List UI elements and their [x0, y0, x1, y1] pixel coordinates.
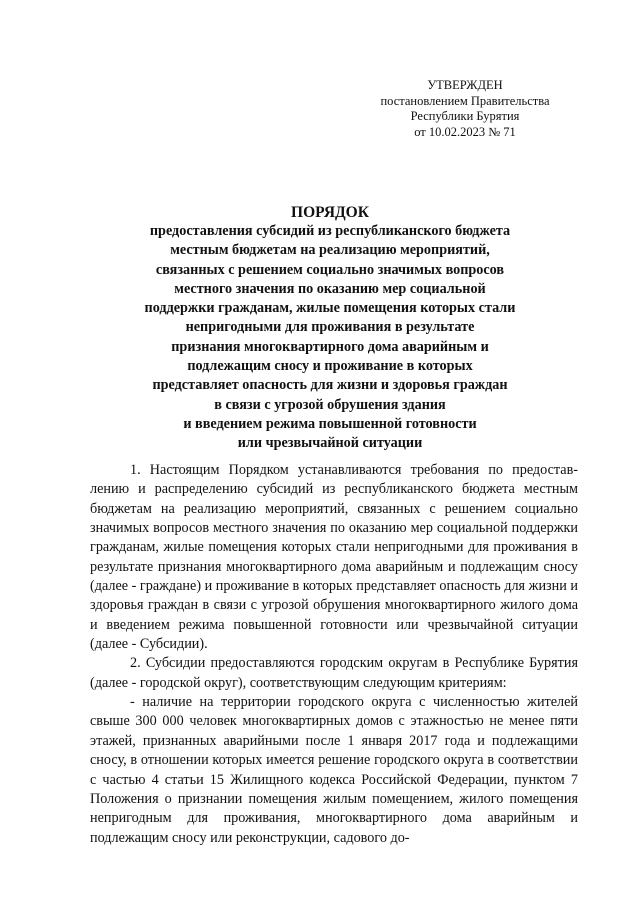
title-heading: ПОРЯДОК [291, 204, 369, 221]
title-line: в связи с угрозой обрушения здания [214, 396, 446, 413]
title-line: подлежащим сносу и проживание в которых [187, 358, 473, 375]
title-line: или чрезвычайной ситуации [237, 435, 423, 452]
approval-authority: Республики Бурятия [410, 109, 520, 123]
title-line: связанных с решением социально значимых вопросов [155, 261, 505, 278]
title-line: признания многоквартирного дома аварийным и [171, 338, 489, 355]
title-line: и введением режима повышенной готовности [183, 415, 477, 432]
approval-date-number: от 10.02.2023 № 71 [414, 124, 516, 139]
title-line: местным бюджетам на реализацию мероприятий, [170, 242, 490, 259]
paragraph-3: - наличие на территории городского округа с численностью жителей свыше 300 000 человек многоквартирных домов с этажностью не менее пяти этажей, признанных аварийными после 1 января 2017 года и подлежащими сносу, в отношении которых имеется решение городского округа в соответствии с частью 4 статьи 15 Жилищного кодекса Российской Федерации, пунктом 7 Положения о признании помещения жилым помещением, жилого помещения непригодным для проживания, многоквартирного дома аварийным и подлежащим сносу или реконструкции, садового до- [90, 694, 578, 846]
title-line: представляет опасность для жизни и здоровья граждан [152, 377, 508, 394]
approval-basis: постановлением Правительства [380, 93, 550, 108]
paragraph-2: 2. Субсидии предоставляются городским округам в Республике Бурятия (далее - городской округ), соответствующим следующим критериям: [90, 655, 578, 691]
paragraph-1: 1. Настоящим Порядком устанавливаются требования по предоставлению и распределению субсидий из республиканского бюджета местным бюджетам на реализацию мероприятий, связанных с решением социально значимых вопросов местного значения по оказанию мер социальной поддержки гражданам, жилые помещения которых стали непригодными для проживания в результате признания многоквартирного дома аварийным и подлежащим сносу (далее - граждане) и проживание в которых представляет опасность для жизни и здоровья граждан в связи с угрозой обрушения многоквартирного жилого дома и введением режима повышенной готовности или чрезвычайной ситуации (далее - Субсидии). [90, 462, 578, 653]
title-line: предоставления субсидий из республиканского бюджета [149, 223, 511, 239]
title-line: поддержки гражданам, жилые помещения которых стали [144, 300, 516, 317]
approval-status: УТВЕРЖДЕН [427, 78, 503, 92]
document-title [80, 203, 580, 454]
approval-stamp [360, 78, 570, 140]
document-body [90, 461, 578, 848]
title-line: местного значения по оказанию мер социальной [174, 280, 486, 297]
title-line: непригодными для проживания в результате [185, 319, 475, 336]
